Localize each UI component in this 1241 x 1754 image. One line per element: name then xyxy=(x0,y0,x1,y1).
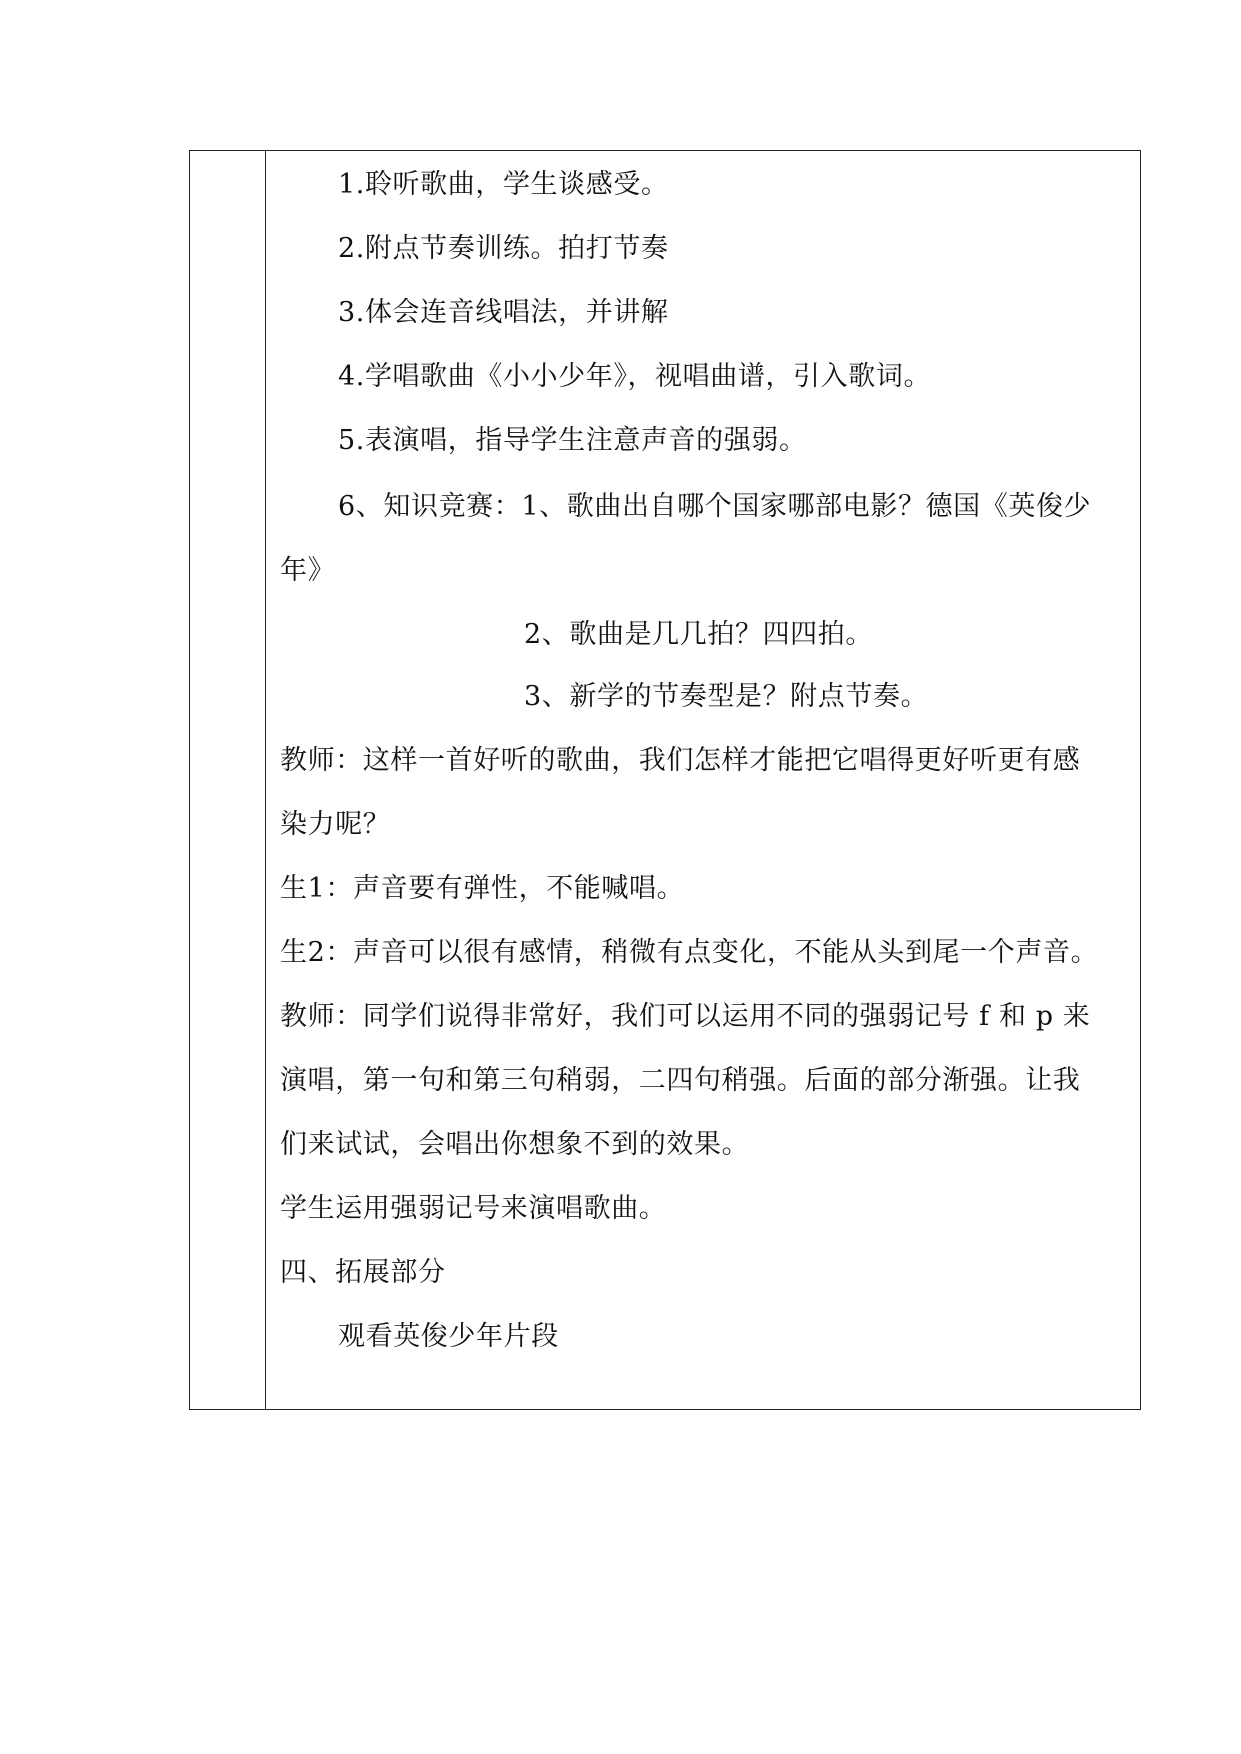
step-3-slur: 3.体会连音线唱法，并讲解 xyxy=(338,297,669,328)
teacher-response: 教师：同学们说得非常好，我们可以运用不同的强弱记号 f 和 p 来 xyxy=(280,1001,1091,1032)
step-2-rhythm: 2.附点节奏训练。拍打节奏 xyxy=(338,233,669,264)
step-1-listen: 1.聆听歌曲，学生谈感受。 xyxy=(338,169,669,200)
students-practice: 学生运用强弱记号来演唱歌曲。 xyxy=(280,1193,667,1224)
column-divider xyxy=(265,151,266,1409)
teacher-question-cont: 染力呢？ xyxy=(280,809,391,840)
student-2-answer: 生2：声音可以很有感情，稍微有点变化，不能从头到尾一个声音。 xyxy=(280,937,1099,968)
lesson-table xyxy=(189,150,1141,1410)
student-1-answer: 生1：声音要有弹性，不能喊唱。 xyxy=(280,873,685,904)
watch-film-clip: 观看英俊少年片段 xyxy=(338,1321,559,1352)
step-6-quiz-cont: 年》 xyxy=(280,555,336,586)
section-four-heading: 四、拓展部分 xyxy=(280,1257,446,1288)
teacher-response-cont-1: 演唱，第一句和第三句稍弱，二四句稍强。后面的部分渐强。让我 xyxy=(280,1065,1081,1096)
step-6-quiz: 6、知识竞赛：1、歌曲出自哪个国家哪部电影？德国《英俊少 xyxy=(338,491,1092,522)
step-5-perform: 5.表演唱，指导学生注意声音的强弱。 xyxy=(338,425,807,456)
teacher-question: 教师：这样一首好听的歌曲，我们怎样才能把它唱得更好听更有感 xyxy=(280,745,1081,776)
step-4-learn-song: 4.学唱歌曲《小小少年》，视唱曲谱，引入歌词。 xyxy=(338,361,932,392)
quiz-question-3: 3、新学的节奏型是？附点节奏。 xyxy=(524,681,929,712)
teacher-response-cont-2: 们来试试，会唱出你想象不到的效果。 xyxy=(280,1129,750,1160)
quiz-question-2: 2、歌曲是几几拍？四四拍。 xyxy=(524,619,873,650)
